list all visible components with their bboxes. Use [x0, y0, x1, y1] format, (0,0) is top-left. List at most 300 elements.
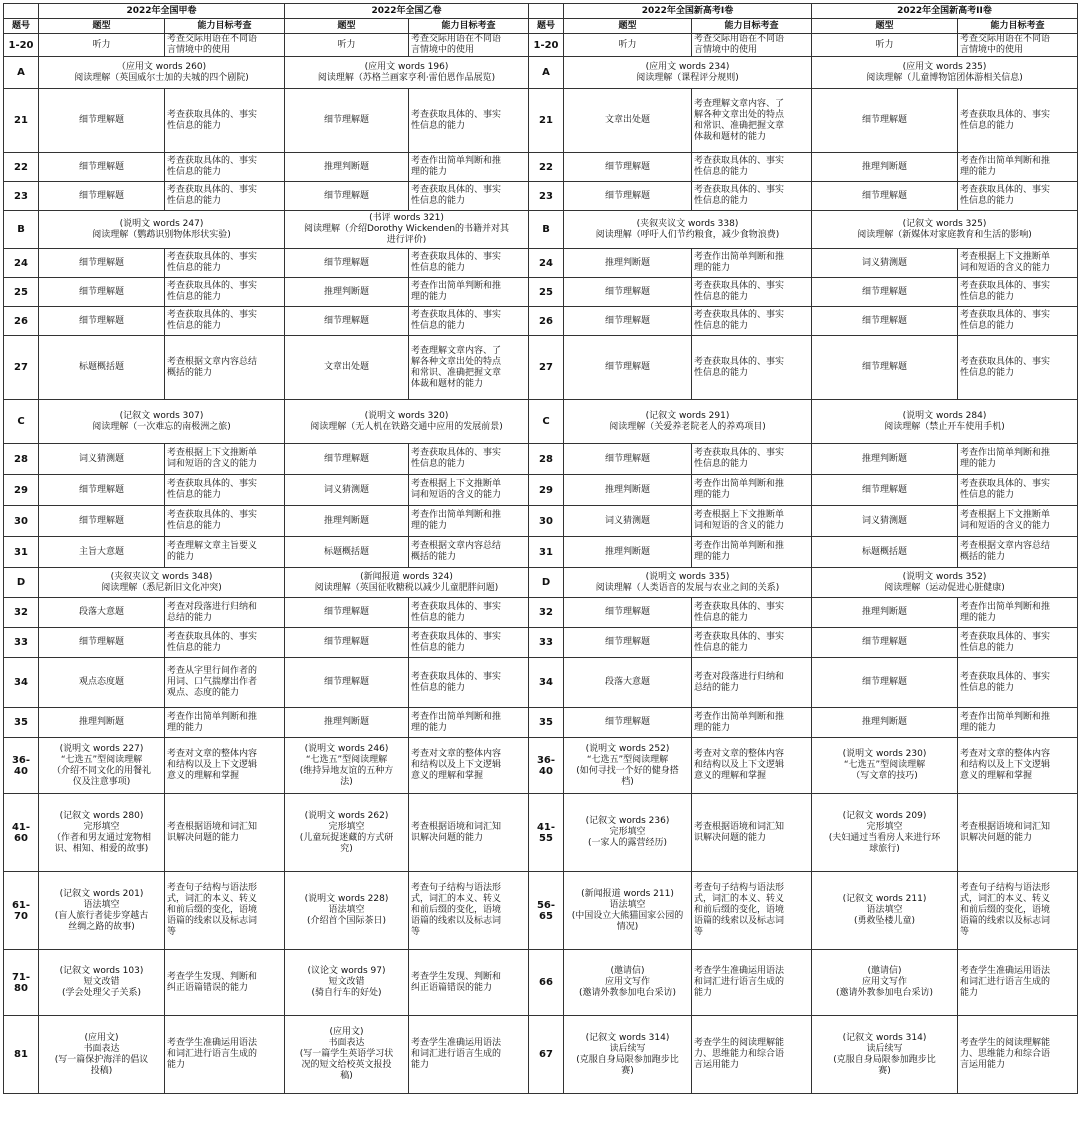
passage-info — [285, 568, 529, 598]
question-type — [564, 249, 692, 278]
ability-target-line: 理的能力 — [960, 722, 997, 733]
corner-cell — [4, 4, 39, 19]
ability-target — [958, 794, 1078, 872]
ability-target-line: 考查根据文章内容总结 — [411, 541, 502, 551]
col-header-ability: 能力目标考查 — [409, 19, 529, 34]
ability-target-line: 和结构以及上下文逻辑 — [411, 760, 502, 770]
passage-info-line: (应用文 words 234) — [645, 61, 730, 72]
ability-target — [165, 34, 285, 57]
ability-target — [692, 34, 812, 57]
ability-target-line: 理的能力 — [694, 490, 731, 500]
ability-target — [165, 153, 285, 182]
question-type — [39, 794, 165, 872]
question-type — [285, 278, 409, 307]
question-type-line: 赛) — [878, 1065, 891, 1076]
question-type-line: 推理判断题 — [323, 717, 369, 727]
ability-target-line: 考查学生发现、判断和 — [167, 971, 258, 982]
ability-target — [958, 89, 1078, 153]
question-number: 29 — [4, 475, 39, 506]
ability-target-line: 和词汇进行语言生成的 — [960, 977, 1051, 987]
question-type-line: (记叙文 words 103) — [59, 966, 144, 976]
question-row — [4, 182, 1078, 211]
question-type — [812, 872, 958, 950]
question-number: 31 — [529, 537, 564, 568]
ability-target — [165, 249, 285, 278]
question-type — [812, 475, 958, 506]
ability-target-line: 考查根据文章内容总结 — [960, 541, 1051, 551]
ability-target-line: 考查根据上下文推断单 — [167, 448, 258, 458]
ability-target-line: 词和短语的含义的能力 — [167, 459, 258, 469]
ability-target-line: 意义的理解和掌握 — [167, 771, 240, 781]
question-type — [285, 708, 409, 738]
ability-target-line: 考查获取具体的、事实 — [960, 185, 1051, 195]
ability-target-line: 语篇的线索以及标志词 — [694, 916, 785, 926]
question-row — [4, 872, 1078, 950]
question-type-line: (新闻报道 words 211) — [581, 888, 674, 899]
ability-target-line: 考查作出简单判断和推 — [960, 156, 1051, 166]
question-type-line: 稿) — [340, 1071, 353, 1081]
ability-target-line: 考查获取具体的、事实 — [960, 109, 1051, 120]
ability-target-line: 和前后缀的变化，语境 — [167, 905, 258, 915]
ability-target-line: 考查获取具体的、事实 — [411, 448, 502, 458]
ability-target-line: 性信息的能力 — [411, 612, 466, 623]
question-type-line: 短文改错 — [328, 977, 365, 987]
ability-target-line: 考查获取具体的、事实 — [694, 185, 785, 195]
ability-target-line: 考查获取具体的、事实 — [960, 479, 1051, 489]
passage-info — [285, 211, 529, 249]
question-type — [39, 950, 165, 1016]
ability-target — [409, 336, 529, 400]
ability-target-line: 考查获取具体的、事实 — [167, 156, 258, 166]
ability-target-line: 考查获取具体的、事实 — [960, 671, 1051, 682]
ability-target-line: 言情境中的使用 — [167, 45, 231, 55]
ability-target — [692, 278, 812, 307]
ability-target-line: 考查根据上下文推断单 — [411, 479, 502, 489]
passage-info-line: 阅读理解（悉尼新旧文化冲突) — [101, 582, 222, 593]
ability-target — [165, 708, 285, 738]
ability-target-line: 考查获取具体的、事实 — [167, 185, 258, 195]
ability-target-line: 性信息的能力 — [167, 167, 222, 177]
question-row — [4, 1016, 1078, 1094]
passage-row — [4, 57, 1078, 89]
question-type-line: （介绍不同文化的用餐礼 — [51, 765, 151, 776]
passage-info-line: (应用文 words 235) — [902, 61, 987, 72]
question-type-line: 细节理解题 — [861, 315, 907, 326]
question-type-line: 细节理解题 — [323, 453, 369, 464]
question-type-line: 细节理解题 — [604, 161, 650, 172]
ability-target — [409, 307, 529, 336]
ability-target-line: 性信息的能力 — [694, 292, 749, 302]
ability-target-line: 理的能力 — [411, 292, 448, 302]
ability-target-line: 力、思维能力和综合语 — [960, 1049, 1051, 1059]
question-type-line: (维持异地友谊的五种方 — [299, 765, 394, 776]
passage-info — [812, 211, 1078, 249]
ability-target-line: 性信息的能力 — [411, 263, 466, 273]
ability-target-line: 性信息的能力 — [411, 682, 466, 693]
ability-target-line: 的能力 — [167, 552, 195, 562]
question-number: 34 — [529, 658, 564, 708]
question-type — [285, 738, 409, 794]
ability-target-line: 考查获取具体的、事实 — [694, 156, 785, 166]
question-number: 56-65 — [529, 872, 564, 950]
ability-target-line: 等 — [694, 927, 704, 937]
question-type-line: 细节理解题 — [604, 362, 650, 372]
ability-target-line: 性信息的能力 — [960, 196, 1015, 206]
ability-target-line: 词和短语的含义的能力 — [960, 263, 1051, 273]
question-number: 33 — [529, 628, 564, 658]
question-type-line: 细节理解题 — [604, 607, 650, 617]
question-type — [285, 872, 409, 950]
question-type — [39, 475, 165, 506]
ability-target-line: 考查获取具体的、事实 — [411, 631, 502, 642]
question-type-line: 推理判断题 — [78, 717, 124, 727]
ability-target-line: 考查获取具体的、事实 — [960, 310, 1051, 320]
ability-target-line: 言情境中的使用 — [960, 45, 1024, 55]
question-row — [4, 506, 1078, 537]
question-type — [285, 336, 409, 400]
column-header-row — [4, 19, 1078, 34]
ability-target-line: 等 — [960, 927, 970, 937]
ability-target-line: 性信息的能力 — [167, 292, 222, 302]
question-type-line: 细节理解题 — [78, 115, 124, 125]
ability-target — [409, 1016, 529, 1094]
ability-target — [165, 444, 285, 475]
ability-target-line: 概括的能力 — [411, 552, 457, 562]
question-type-line: (中国设立大熊猫国家公园的 — [571, 910, 684, 921]
question-type-line: 细节理解题 — [323, 677, 369, 687]
ability-target-line: 考查学生准确运用语法 — [694, 966, 785, 976]
question-type-line: (应用文) — [329, 1027, 364, 1037]
question-number: 25 — [4, 278, 39, 307]
ability-target-line: 和前后缀的变化，语境 — [960, 905, 1051, 915]
ability-target-line: 考查获取具体的、事实 — [411, 252, 502, 262]
question-type-line: 推理判断题 — [861, 717, 907, 727]
question-type-line: 标题概括题 — [861, 546, 907, 557]
question-type-line: (说明文 words 246) — [304, 743, 389, 754]
question-type — [812, 598, 958, 628]
ability-target-line: 性信息的能力 — [694, 196, 749, 206]
ability-target-line: 考查作出简单判断和推 — [960, 601, 1051, 612]
question-number: 24 — [529, 249, 564, 278]
ability-target-line: 考查对文章的整体内容 — [960, 749, 1051, 759]
question-number: 34 — [4, 658, 39, 708]
question-type-line: 观点态度题 — [78, 677, 124, 687]
question-type-line: 推理判断题 — [861, 161, 907, 172]
ability-target-line: 式，词汇的本义、转义 — [167, 894, 258, 904]
ability-target — [165, 872, 285, 950]
ability-target-line: 性信息的能力 — [411, 120, 466, 131]
ability-target-line: 总结的能力 — [694, 682, 740, 693]
ability-target-line: 考查作出简单判断和推 — [167, 711, 258, 722]
question-type-line: (如何寻找一个好的健身搭 — [576, 765, 679, 776]
ability-target — [409, 708, 529, 738]
col-header-ability: 能力目标考查 — [165, 19, 285, 34]
ability-target — [692, 658, 812, 708]
ability-target-line: 纠正语篇错误的能力 — [411, 982, 493, 993]
passage-info-line: 阅读理解（儿童博物馆团体游相关信息) — [866, 72, 1023, 83]
ability-target-line: 考查获取具体的、事实 — [167, 281, 258, 291]
ability-target-line: 考查学生的阅读理解能 — [694, 1038, 785, 1048]
question-type-line: 细节理解题 — [78, 515, 124, 526]
passage-row — [4, 400, 1078, 444]
question-row — [4, 444, 1078, 475]
ability-target-line: 考查交际用语在不同语 — [960, 34, 1051, 44]
exam-title: 2022年全国新高考I卷 — [564, 4, 812, 19]
question-number: C — [529, 400, 564, 444]
ability-target — [692, 537, 812, 568]
ability-target — [165, 307, 285, 336]
question-type — [39, 738, 165, 794]
question-type-line: 档) — [621, 776, 634, 787]
question-number: 36-40 — [529, 738, 564, 794]
question-type-line: 细节理解题 — [78, 161, 124, 172]
question-type — [39, 708, 165, 738]
ability-target-line: 性信息的能力 — [411, 459, 466, 469]
question-type — [564, 628, 692, 658]
passage-info-line: (说明文 words 352) — [902, 571, 987, 582]
passage-row — [4, 211, 1078, 249]
ability-target — [165, 336, 285, 400]
ability-target — [958, 182, 1078, 211]
question-type-line: 完形填空 — [866, 821, 903, 832]
ability-target — [409, 89, 529, 153]
ability-target — [692, 182, 812, 211]
question-number: A — [529, 57, 564, 89]
ability-target — [165, 794, 285, 872]
question-type-line: (写一篇保护海洋的倡议 — [54, 1054, 149, 1065]
ability-target — [409, 249, 529, 278]
ability-target-line: 理的能力 — [960, 612, 997, 623]
ability-target-line: 性信息的能力 — [694, 459, 749, 469]
question-type — [39, 658, 165, 708]
ability-target-line: 考查获取具体的、事实 — [411, 671, 502, 682]
passage-info — [285, 57, 529, 89]
question-number: 22 — [4, 153, 39, 182]
ability-target — [409, 628, 529, 658]
question-row — [4, 34, 1078, 57]
question-type — [39, 598, 165, 628]
ability-target-line: 性信息的能力 — [167, 120, 222, 131]
ability-target-line: 考查获取具体的、事实 — [167, 631, 258, 642]
ability-target — [165, 628, 285, 658]
question-row — [4, 475, 1078, 506]
passage-info — [564, 57, 812, 89]
question-type-line: (骑自行车的好处) — [311, 988, 382, 998]
question-type-line: 词义猜测题 — [861, 257, 907, 268]
ability-target-line: 解各种文章出处的特点 — [694, 109, 785, 120]
question-number: 27 — [4, 336, 39, 400]
ability-target-line: 考查学生发现、判断和 — [411, 971, 502, 982]
question-type-line: 完形填空 — [83, 821, 120, 832]
ability-target-line: 意义的理解和掌握 — [960, 771, 1033, 781]
ability-target-line: 性信息的能力 — [694, 321, 749, 331]
ability-target — [958, 872, 1078, 950]
ability-target-line: 考查作出简单判断和推 — [694, 252, 785, 262]
ability-target-line: 式，词汇的本义、转义 — [960, 894, 1051, 904]
question-type-line: (应用文) — [84, 1032, 119, 1043]
question-number: 33 — [4, 628, 39, 658]
ability-target — [165, 537, 285, 568]
ability-target-line: 词和短语的含义的能力 — [694, 521, 785, 531]
question-type-line: 情况) — [616, 921, 639, 932]
ability-target-line: 概括的能力 — [960, 552, 1006, 562]
ability-target-line: 考查作出简单判断和推 — [694, 541, 785, 551]
exam-analysis-table-container — [3, 3, 1077, 1094]
question-type-line: (邀请外教参加电台采访) — [578, 988, 677, 998]
ability-target-line: 理的能力 — [960, 167, 997, 177]
question-number: 32 — [529, 598, 564, 628]
passage-info-line: 阅读理解（新媒体对家庭教育和生活的影响) — [857, 229, 1032, 240]
question-type-line: 细节理解题 — [861, 190, 907, 201]
passage-info-line: (新闻报道 words 324) — [360, 571, 453, 582]
question-type — [564, 598, 692, 628]
ability-target-line: 考查作出简单判断和推 — [960, 448, 1051, 458]
ability-target-line: 和常识、准确把握文章 — [694, 120, 785, 131]
ability-target-line: 理的能力 — [694, 263, 731, 273]
ability-target — [958, 278, 1078, 307]
ability-target-line: 考查获取具体的、事实 — [411, 109, 502, 120]
col-header-type: 题型 — [285, 19, 409, 34]
question-row — [4, 738, 1078, 794]
ability-target — [692, 153, 812, 182]
ability-target-line: 考查获取具体的、事实 — [167, 479, 258, 489]
ability-target-line: 识解决问题的能力 — [411, 832, 484, 843]
question-type — [285, 628, 409, 658]
question-type-line: (勇救坠楼儿童) — [853, 916, 916, 926]
ability-target — [692, 249, 812, 278]
passage-info-line: (说明文 words 335) — [645, 571, 730, 582]
question-type-line: 读后续写 — [609, 1043, 646, 1054]
question-row — [4, 278, 1078, 307]
ability-target-line: 考查获取具体的、事实 — [694, 356, 785, 367]
question-type — [564, 950, 692, 1016]
question-type-line: 细节理解题 — [78, 190, 124, 201]
question-type — [812, 537, 958, 568]
ability-target — [958, 153, 1078, 182]
question-type — [39, 537, 165, 568]
ability-target-line: 能力 — [411, 1060, 430, 1070]
ability-target-line: 考查作出简单判断和推 — [694, 479, 785, 489]
passage-info-line: （应用文 words 260) — [116, 61, 207, 72]
ability-target-line: 性信息的能力 — [960, 642, 1015, 653]
question-row — [4, 307, 1078, 336]
passage-info-line: (夹叙夹议文 words 348) — [110, 571, 213, 582]
ability-target — [692, 336, 812, 400]
question-type-line: 细节理解题 — [323, 190, 369, 201]
ability-target — [692, 1016, 812, 1094]
ability-target-line: 语篇的线索以及标志词 — [167, 916, 258, 926]
question-type-line: (议论文 words 97) — [307, 966, 386, 976]
question-type-line: 推理判断题 — [604, 484, 650, 495]
ability-target-line: 言情境中的使用 — [411, 45, 475, 55]
passage-info-line: (说明文 words 247) — [119, 218, 204, 229]
question-type-line: 书面表达 — [328, 1038, 365, 1048]
ability-target-line: 言情境中的使用 — [694, 45, 758, 55]
ability-target-line: 理的能力 — [167, 722, 204, 733]
question-type-line: (学会处理父子关系) — [61, 988, 142, 998]
question-number: 21 — [4, 89, 39, 153]
ability-target — [958, 950, 1078, 1016]
question-type-line: 语法填空 — [83, 899, 120, 910]
question-type — [564, 444, 692, 475]
question-type — [285, 153, 409, 182]
question-type — [285, 1016, 409, 1094]
question-row — [4, 598, 1078, 628]
question-type-line: 段落大意题 — [78, 607, 124, 617]
ability-target — [692, 506, 812, 537]
ability-target-line: 考查获取具体的、事实 — [694, 601, 785, 612]
question-type — [812, 658, 958, 708]
ability-target-line: 性信息的能力 — [694, 612, 749, 623]
question-type — [564, 872, 692, 950]
ability-target-line: 考查对文章的整体内容 — [167, 749, 258, 759]
ability-target — [409, 444, 529, 475]
question-type — [812, 249, 958, 278]
ability-target-line: 考查作出简单判断和推 — [411, 156, 502, 166]
ability-target-line: 考查获取具体的、事实 — [167, 510, 258, 520]
passage-info-line: 阅读理解（英国威尔士加的夫城的四个剧院) — [74, 72, 249, 83]
exam-title: 2022年全国乙卷 — [285, 4, 529, 19]
ability-target-line: 和词汇进行语言生成的 — [167, 1049, 258, 1059]
passage-info-line: (应用文 words 196) — [364, 61, 449, 72]
ability-target-line: 总结的能力 — [167, 612, 213, 623]
ability-target-line: 考查学生的阅读理解能 — [960, 1038, 1051, 1048]
ability-target-line: 等 — [167, 927, 177, 937]
ability-target-line: 词和短语的含义的能力 — [960, 521, 1051, 531]
question-type — [39, 628, 165, 658]
question-type-line: 推理判断题 — [604, 546, 650, 557]
ability-target-line: 考查交际用语在不同语 — [694, 34, 785, 44]
ability-target-line: 概括的能力 — [167, 367, 213, 378]
ability-target-line: 考查学生准确运用语法 — [960, 966, 1051, 976]
question-type-line: 法) — [340, 776, 353, 787]
ability-target-line: 考查作出简单判断和推 — [411, 711, 502, 722]
ability-target-line: 纠正语篇错误的能力 — [167, 982, 249, 993]
question-type-line: (说明文 words 230) — [842, 749, 927, 759]
ability-target — [409, 872, 529, 950]
ability-target — [958, 708, 1078, 738]
question-row — [4, 89, 1078, 153]
question-type-line: (记叙文 words 314) — [585, 1032, 670, 1043]
ability-target-line: 解各种文章出处的特点 — [411, 356, 502, 367]
question-number: 41-55 — [529, 794, 564, 872]
question-type — [564, 307, 692, 336]
question-type-line: 听力 — [337, 39, 356, 50]
ability-target-line: 考查对段落进行归纳和 — [694, 671, 785, 682]
ability-target-line: 考查对段落进行归纳和 — [167, 601, 258, 612]
ability-target-line: 理的能力 — [960, 459, 997, 469]
question-type-line: 究) — [340, 843, 353, 854]
ability-target-line: 性信息的能力 — [167, 196, 222, 206]
ability-target-line: 和词汇进行语言生成的 — [694, 977, 785, 987]
ability-target-line: 考查交际用语在不同语 — [167, 34, 258, 44]
col-header-type: 题型 — [812, 19, 958, 34]
question-type-line: 标题概括题 — [78, 362, 124, 372]
question-type-line: “七选五”型阅读理解 — [586, 754, 669, 765]
question-type-line: 细节理解题 — [323, 607, 369, 617]
ability-target-line: 性信息的能力 — [411, 321, 466, 331]
question-number: 30 — [529, 506, 564, 537]
question-type-line: (记叙文 words 209) — [842, 810, 927, 821]
question-type-line: (邀请信) — [610, 966, 645, 976]
question-type — [285, 506, 409, 537]
ability-target-line: 用词、口气揣摩出作者 — [167, 677, 258, 687]
ability-target-line: 考查获取具体的、事实 — [167, 310, 258, 320]
ability-target-line: 语篇的线索以及标志词 — [411, 916, 502, 926]
question-type-line: 推理判断题 — [861, 607, 907, 617]
question-type-line: 细节理解题 — [323, 315, 369, 326]
question-type-line: 细节理解题 — [861, 484, 907, 495]
